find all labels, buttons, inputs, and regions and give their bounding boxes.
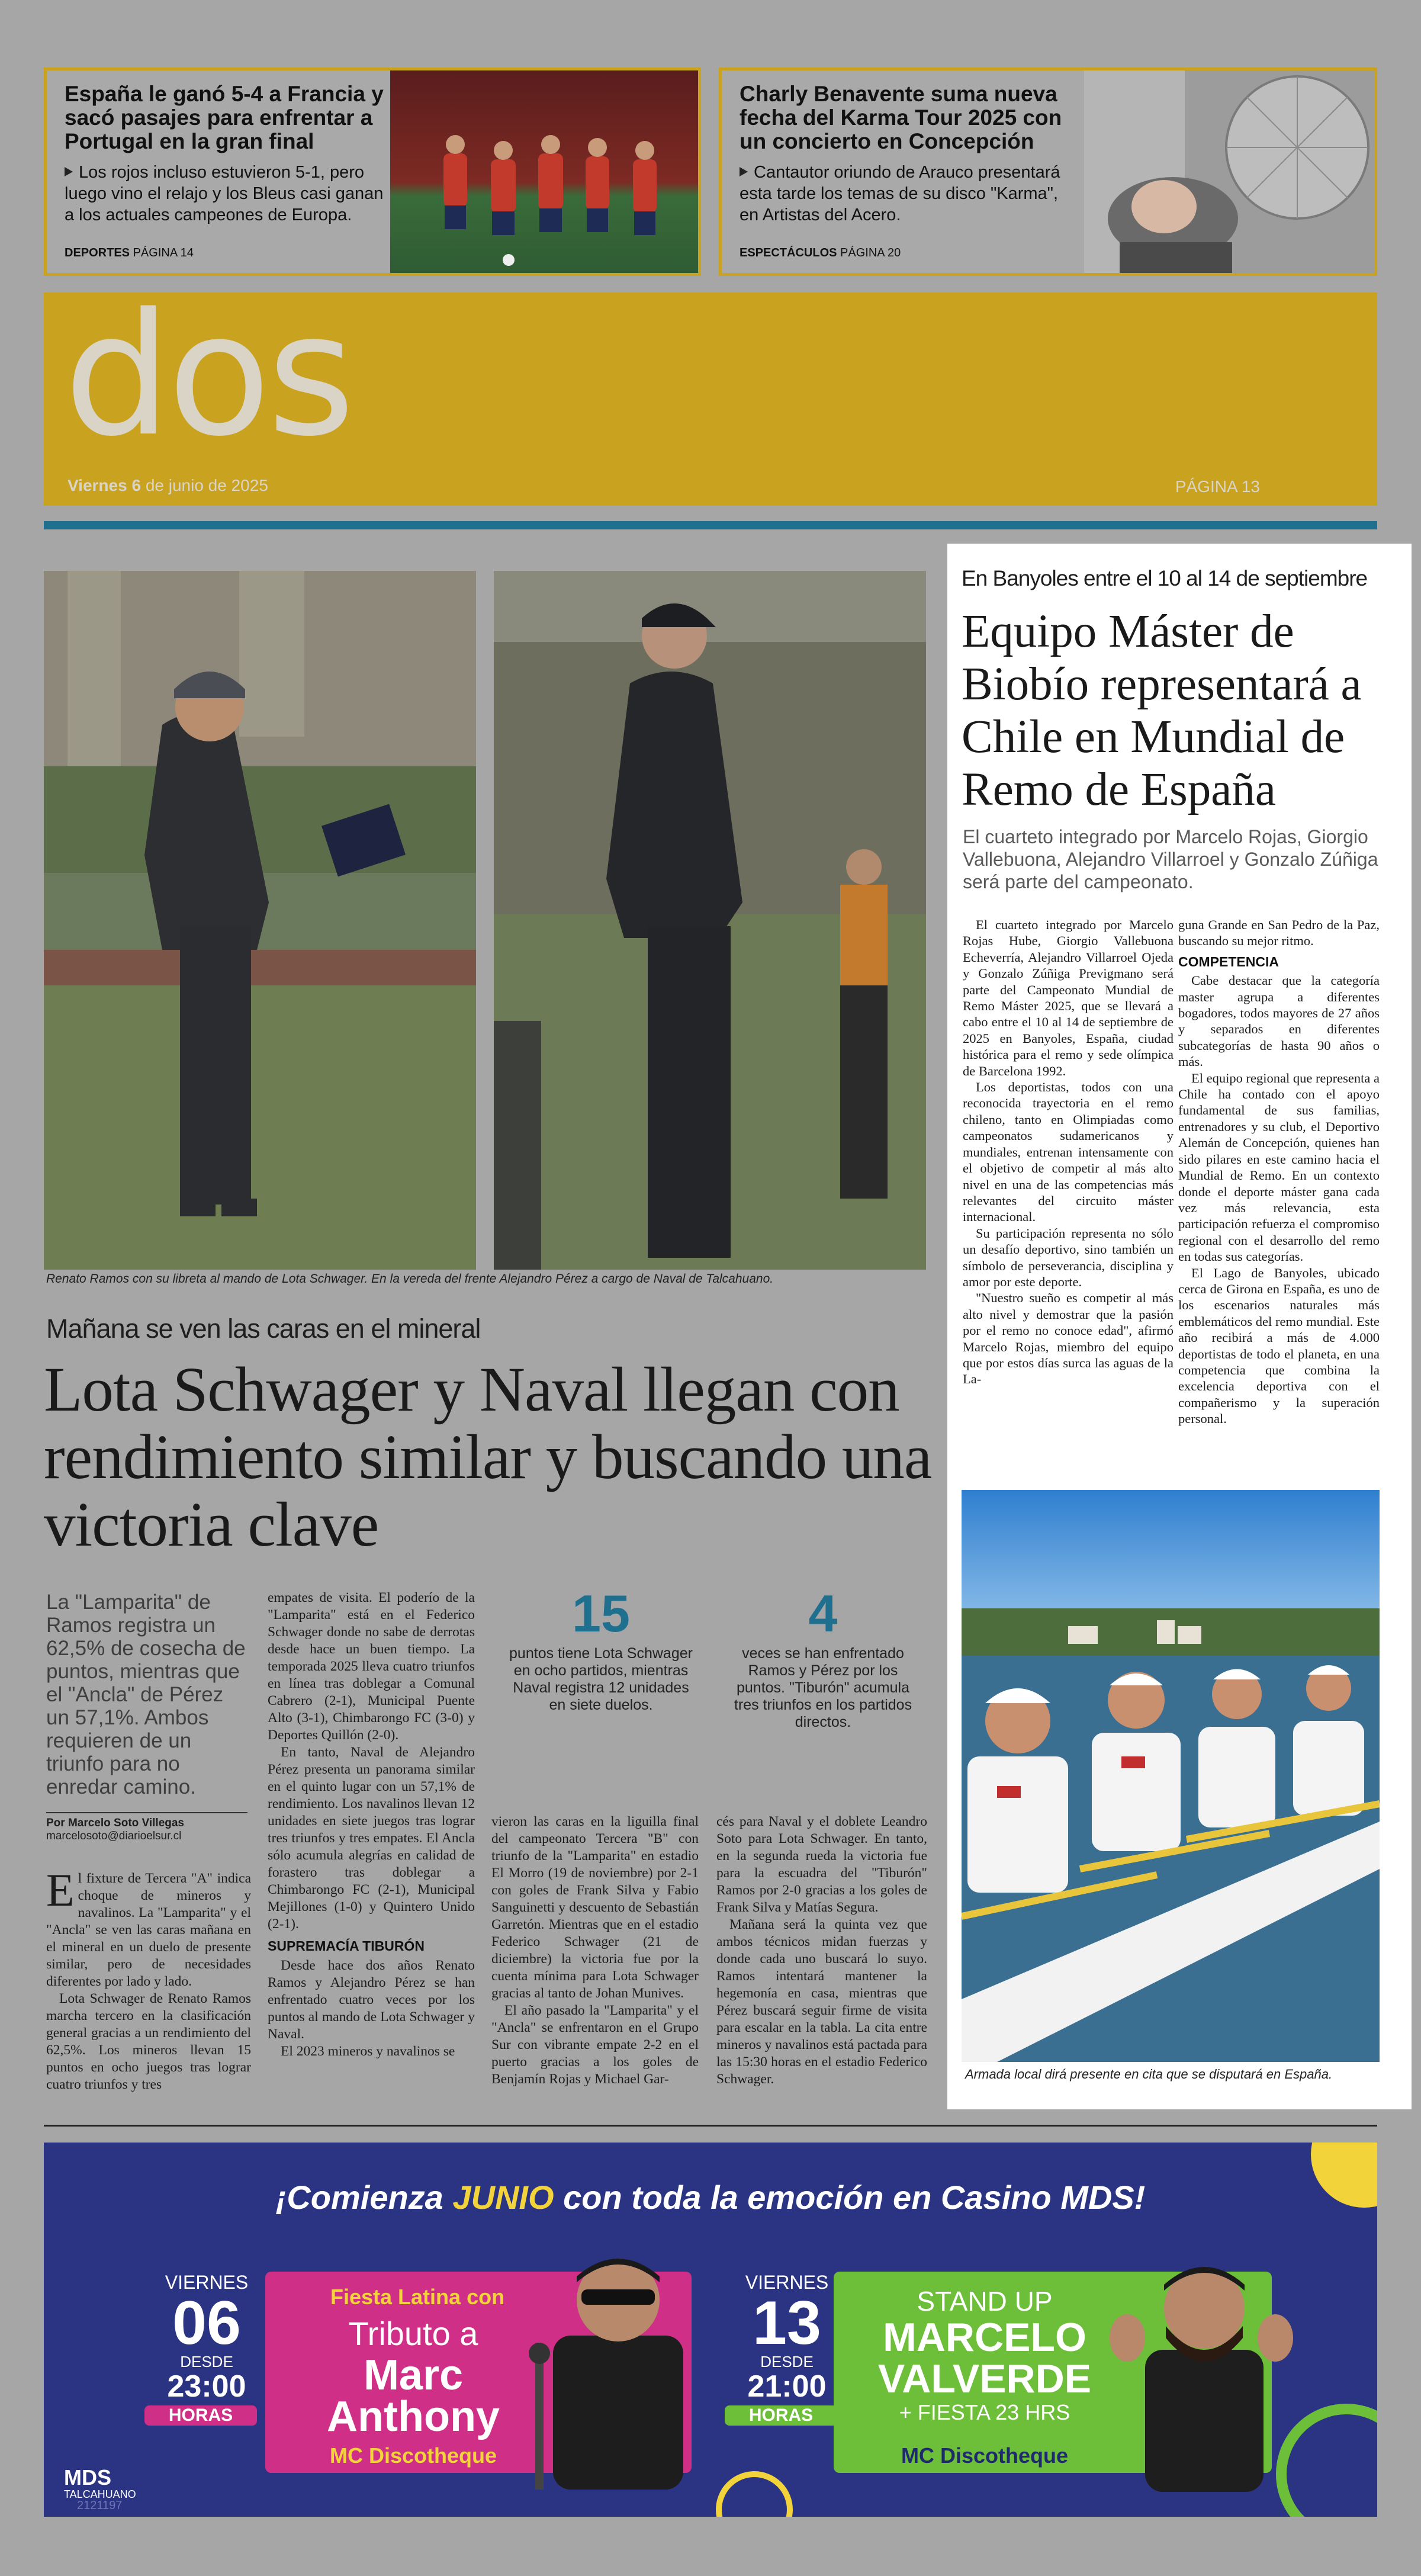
byline [46, 1812, 247, 1843]
paragraph: "Nuestro sueño es competir al más alto nivel y demostrar que la pasión por el remo no conoce edad", afirmó Marcelo Rojas, miembro del equipo que por estos días surca las aguas de la La- [963, 1290, 1174, 1387]
event-1-date [150, 2272, 263, 2426]
event-title-line: Tributo a [348, 2315, 478, 2352]
stat-box-points [503, 1584, 699, 1714]
article-lead: La "Lamparita" de Ramos registra un 62,5% de cosecha de puntos, mientras que el "Ancla" de Pérez un 57,1%. Ambos requieren de un triunfo para no enredar camino. [46, 1591, 246, 1798]
rowing-team-photo [962, 1490, 1380, 2062]
football-players-photo [390, 70, 698, 273]
casino-ad[interactable] [44, 2143, 1377, 2517]
event-title-line: Anthony [327, 2393, 500, 2440]
paragraph: Su participación representa no sólo un desafío deportivo, sino también un símbolo de perseverancia, disciplina y amor por este deporte. [963, 1225, 1174, 1289]
event-title-line: Marc [363, 2352, 464, 2399]
promo-desc-text: Los rojos incluso estuvieron 5-1, pero luego vino el relajo y los Bleus casi ganan a los actuales campeones de Europa. [65, 163, 384, 224]
article-column-2 [268, 1589, 475, 2060]
promo-desc [65, 162, 396, 226]
byline-author: Por Marcelo Soto Villegas [46, 1817, 185, 1829]
stat-text: veces se han enfrentado Ramos y Pérez por los puntos. "Tiburón" acumula tres triunfos en los partidos directos. [734, 1645, 912, 1730]
article-column-1 [46, 1864, 251, 2093]
promo-text [65, 82, 396, 226]
paragraph: El cuarteto integrado por Marcelo Rojas Hube, Giorgio Vallebuona Echeverría, Alejandro Villarroel Ojeda y Gonzalo Zúñiga Previgmano será parte del Campeonato Mundial de Remo Máster 2025, que se llevará a cabo entre el 10 al 14 de septiembre de 2025 en Banyoles, España, ciudad histórica para el remo y sede olímpica de Barcelona 1992. [963, 917, 1174, 1078]
ad-headline-highlight: JUNIO [452, 2179, 554, 2216]
paragraph: l fixture de Tercera "A" indica choque de mineros y navalinos. La "Lamparita" y el "Ancla" se ven las caras mañana en el mineral en un duelo de presente similar, pero de necesidades diferentes por lado y lado. [46, 1871, 251, 1989]
event-title-line: VALVERDE [877, 2356, 1092, 2401]
date-day: 6 [131, 476, 142, 494]
event-from: DESDE [760, 2353, 814, 2371]
event-hours-label: HORAS [144, 2405, 257, 2426]
event-title [845, 2286, 1124, 2426]
promo-desc [740, 162, 1071, 226]
triangle-bullet-icon [65, 167, 73, 176]
event-venue: MC Discotheque [329, 2443, 497, 2468]
promo-title: España le ganó 5-4 a Francia y sacó pasajes para enfrentar a Portugal en la gran final [65, 82, 384, 153]
ad-headline-part: con toda la emoción en Casino MDS! [554, 2179, 1146, 2216]
date-weekday: Viernes [67, 476, 127, 494]
page-number: PÁGINA 13 [1175, 477, 1260, 496]
brand-name: MDS [64, 2465, 111, 2490]
stat-text: puntos tiene Lota Schwager en ocho partidos, mientras Naval registra 12 unidades en siete duelos. [509, 1645, 693, 1713]
section-rule [44, 521, 1377, 529]
side-column-2 [1178, 917, 1380, 1427]
singer-photo [1084, 70, 1374, 273]
promo-text [740, 82, 1071, 226]
article-column-4 [716, 1813, 927, 2088]
promo-section: ESPECTÁCULOS [740, 246, 837, 259]
paragraph: guna Grande en San Pedro de la Paz, buscando su mejor ritmo. [1178, 917, 1380, 949]
event-tag: Fiesta Latina con [330, 2285, 505, 2309]
stat-number: 4 [808, 1584, 838, 1643]
photo-caption: Renato Ramos con su libreta al mando de Lota Schwager. En la vereda del frente Alejandro Pérez a cargo de Naval de Talcahuano. [46, 1272, 774, 1286]
coach-ramos-photo [44, 571, 476, 1270]
stat-number: 15 [572, 1584, 630, 1643]
event-tag: STAND UP [917, 2286, 1053, 2317]
promo-box-entertainment[interactable] [719, 68, 1377, 276]
event-from: DESDE [180, 2353, 233, 2371]
singer-photo [517, 2235, 707, 2490]
brand-logo [64, 2467, 136, 2501]
coach-perez-photo [494, 571, 926, 1270]
comedian-photo [1104, 2237, 1293, 2492]
paragraph: cés para Naval y el doblete Leandro Soto para Lota Schwager. En tanto, en la segunda rueda la victoria fue para la escuadra del "Tiburón" Ramos por 2-0 gracias a los goles de Frank Silva y Matías Segura. [716, 1814, 927, 1915]
event-title-line: MARCELO [883, 2315, 1086, 2360]
promo-footer [740, 246, 901, 260]
side-photo-caption: Armada local dirá presente en cita que se disputará en España. [965, 2067, 1333, 2082]
article-column-3 [491, 1813, 699, 2088]
article-headline: Lota Schwager y Naval llegan con rendimiento similar y buscando una victoria clave [44, 1355, 932, 1560]
paragraph: Cabe destacar que la categoría master agrupa a diferentes bogadores, todos mayores de 27 años y separados en diferentes subcategorías de hasta 90 años o más. [1178, 973, 1380, 1069]
ad-headline [44, 2178, 1377, 2217]
section-name: dos [64, 277, 352, 474]
paragraph: El equipo regional que representa a Chile ha contado con el apoyo fundamental de sus familias, entrenadores y su club, el Deportivo Alemán de Concepción, quienes han sido pilares en este camino hacia el Mundial de Remo. En un contexto donde el deporte máster gana cada vez más relevancia, esta participación refuerza el compromiso regional con el desarrollo del remo en todas sus categorías. [1178, 1070, 1380, 1264]
event-time: 21:00 [747, 2369, 827, 2404]
side-headline: Equipo Máster de Biobío representará a Chile en Mundial de Remo de España [962, 606, 1362, 815]
side-column-1 [963, 917, 1174, 1387]
event-weekday: VIERNES [165, 2272, 249, 2293]
paragraph: Desde hace dos años Renato Ramos y Alejandro Pérez se han enfrentado cuatro veces por los puntos al mando de Lota Schwager y Naval. [268, 1958, 475, 2042]
side-kicker: En Banyoles entre el 10 al 14 de septiembre [962, 566, 1368, 590]
event-venue: MC Discotheque [901, 2443, 1069, 2468]
event-2-date [731, 2272, 843, 2426]
promo-footer [65, 246, 194, 260]
subheading: SUPREMACÍA TIBURÓN [268, 1938, 425, 1954]
stat-box-matches [722, 1584, 924, 1731]
promo-box-sports[interactable] [44, 68, 701, 276]
paragraph: El 2023 mineros y navalinos se [281, 2044, 455, 2059]
paragraph: vieron las caras en la liguilla final del campeonato Tercera "B" con triunfo de la "Lamparita" en estadio El Morro (19 de noviembre) por 2-1 con goles de Frank Silva y Fabio Sanguinetti y descuento de Sebastián Garretón. Mientras que en el estadio Federico Schwager (21 de diciembre) la victoria fue por la cuenta mínima para Lota Schwager gracias al tanto de Johan Munives. [491, 1814, 699, 2001]
event-day: 13 [753, 2289, 821, 2357]
paragraph: El año pasado la "Lamparita" y el "Ancla" se enfrentaron en el Grupo Sur con vibrante empate 2-2 en el puerto gracias a los goles de Benjamín Rojas y Michael Gar- [491, 2003, 699, 2087]
byline-email[interactable]: marcelosoto@diarioelsur.cl [46, 1830, 182, 1842]
subheading: COMPETENCIA [1178, 953, 1279, 969]
promo-page: PÁGINA 20 [840, 246, 901, 259]
ad-headline-part: ¡Comienza [275, 2179, 453, 2216]
paragraph: Los deportistas, todos con una reconocida trayectoria en el remo chileno, tanto en Olimpiadas como campeonatos sudamericanos y mundiales, entrenan intensamente con el objetivo de competir al más alto nivel en una de las competencias más relevantes del circuito máster internacional. [963, 1080, 1174, 1225]
ad-code: 2121197 [77, 2499, 123, 2512]
paragraph: En tanto, Naval de Alejandro Pérez presenta un panorama similar en el quinto lugar con un 57,1% de rendimiento. Los navalinos llevan 12 unidades en siete juegos tras lograr tres triunfos y tres empates. El Ancla sólo acumula alegrías en calidad de forastero tras doblegar a Chimbarongo FC (2-1), Municipal Mejillones (1-0) y Quintero Unido (2-1). [268, 1745, 475, 1932]
promo-title: Charly Benavente suma nueva fecha del Karma Tour 2025 con un concierto en Concepción [740, 82, 1062, 153]
article-kicker: Mañana se ven las caras en el mineral [46, 1313, 481, 1344]
issue-date [67, 476, 268, 495]
promo-page: PÁGINA 14 [133, 246, 194, 259]
date-rest: de junio de 2025 [145, 476, 268, 494]
triangle-bullet-icon [740, 167, 748, 176]
event-day: 06 [172, 2289, 241, 2357]
promo-desc-text: Cantautor oriundo de Arauco presentará esta tarde los temas de su disco "Karma", en Artistas del Acero. [740, 163, 1060, 224]
side-lead: El cuarteto integrado por Marcelo Rojas, Giorgio Vallebuona, Alejandro Villarroel y Gonzalo Zúñiga será parte del campeonato. [963, 826, 1378, 892]
paragraph: Mañana será la quinta vez que ambos técnicos midan fuerzas y donde cada uno buscará lo suyo. Ramos intentará mantener la hegemonía en casa, mientras que Pérez buscará seguir firme de visita para escalar en la tabla. La cita entre mineros y navalinos está pactada para las 15:30 horas en el estadio Federico Schwager. [716, 1917, 927, 2087]
event-weekday: VIERNES [745, 2272, 829, 2293]
promo-section: DEPORTES [65, 246, 130, 259]
section-header [44, 277, 1377, 506]
paragraph: Lota Schwager de Renato Ramos marcha tercero en la clasificación general gracias a un rendimiento del 62,5%. Los mineros llevan 15 puntos en ocho juegos tras lograr cuatro triunfos y tres [46, 1991, 251, 2092]
brand-sub: TALCAHUANO [64, 2488, 136, 2500]
event-title-line: + FIESTA 23 HRS [899, 2400, 1070, 2424]
drop-cap: E [46, 1864, 75, 1916]
paragraph: empates de visita. El poderío de la "Lamparita" está en el Federico Schwager donde no sabe de derrotas desde hace un buen tiempo. La temporada 2025 lleva cuatro triunfos en línea tras doblegar a Comunal Cabrero (2-1), Municipal Puente Alto (3-1), Chimbarongo FC (3-0) y Deportes Quillón (2-0). [268, 1590, 475, 1743]
event-hours-label: HORAS [725, 2405, 837, 2426]
paragraph: El Lago de Banyoles, ubicado cerca de Girona en España, es uno de los escenarios naturales más emblemáticos del remo mundial. Este año recibirá a más de 4.000 deportistas de todo el planeta, en una competencia que combina la excelencia deportiva con el compañerismo y la superación personal. [1178, 1265, 1380, 1427]
ad-top-rule [44, 2125, 1377, 2127]
event-time: 23:00 [167, 2369, 246, 2404]
event-title [289, 2313, 538, 2440]
